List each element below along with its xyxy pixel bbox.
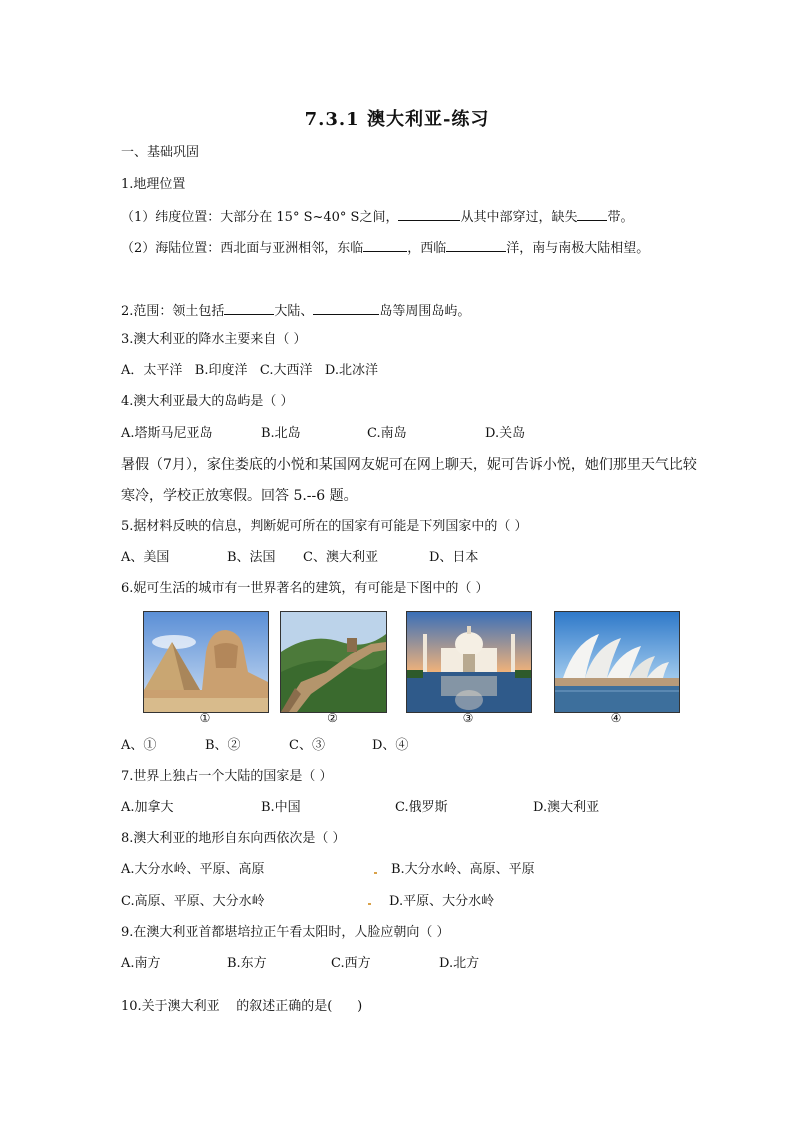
q3-stem: 3.澳大利亚的降水主要来自（ ） bbox=[121, 332, 307, 347]
q2-c: 岛等周围岛屿。 bbox=[379, 304, 471, 319]
image-label-1: ① bbox=[199, 711, 211, 725]
material-line-2: 寒冷，学校正放寒假。回答 5.--6 题。 bbox=[121, 488, 358, 504]
q4-option-a: A.塔斯马尼亚岛 bbox=[121, 426, 213, 441]
q6-stem: 6.妮可生活的城市有一世界著名的建筑，有可能是下图中的（ ） bbox=[121, 581, 489, 596]
q9-option-c: C.西方 bbox=[331, 956, 371, 971]
q4-option-b: B.北岛 bbox=[261, 426, 301, 441]
q1-part1-b: 从其中部穿过，缺失 bbox=[460, 210, 578, 225]
q8-stem: 8.澳大利亚的地形自东向西依次是（ ） bbox=[121, 831, 346, 846]
q5-option-c: C、澳大利亚 bbox=[303, 550, 378, 565]
page-title: 7.3.1 澳大利亚-练习 bbox=[304, 109, 490, 130]
q9-option-d: D.北方 bbox=[439, 956, 480, 971]
answer-blank[interactable] bbox=[398, 206, 460, 221]
answer-blank[interactable] bbox=[224, 300, 274, 315]
q1-part1-c: 带。 bbox=[607, 210, 634, 225]
q1-part1 bbox=[121, 206, 634, 227]
q5-stem: 5.据材料反映的信息，判断妮可所在的国家有可能是下列国家中的（ ） bbox=[121, 519, 528, 534]
answer-blank[interactable] bbox=[313, 300, 379, 315]
q7-option-a: A.加拿大 bbox=[121, 800, 174, 815]
q2 bbox=[121, 300, 470, 321]
q7-option-d: D.澳大利亚 bbox=[533, 800, 600, 815]
section-heading: 一、基础巩固 bbox=[121, 145, 200, 160]
q1-heading: 1.地理位置 bbox=[121, 177, 186, 192]
stray-mark bbox=[374, 872, 377, 874]
q10-stem: 10.关于澳大利亚 的叙述正确的是( ) bbox=[121, 999, 363, 1014]
q5-option-d: D、日本 bbox=[429, 550, 479, 565]
q1-part2-a: （2）海陆位置：西北面与亚洲相邻，东临 bbox=[121, 241, 364, 256]
q5-option-a: A、美国 bbox=[121, 550, 170, 565]
q1-part2 bbox=[121, 237, 649, 258]
q6-option-c: C、③ bbox=[289, 738, 325, 753]
stray-mark bbox=[368, 903, 371, 905]
q2-a: 2.范围：领土包括 bbox=[121, 304, 225, 319]
image-label-4: ④ bbox=[610, 711, 622, 725]
q7-option-c: C.俄罗斯 bbox=[395, 800, 448, 815]
material-line-1: 暑假（7月），家住娄底的小悦和某国网友妮可在网上聊天，妮可告诉小悦，她们那里天气比较 bbox=[121, 457, 697, 473]
q4-option-d: D.关岛 bbox=[485, 426, 526, 441]
q8-option-b: B.大分水岭、高原、平原 bbox=[391, 862, 535, 877]
q6-option-a: A、① bbox=[121, 738, 157, 753]
q4-option-c: C.南岛 bbox=[367, 426, 407, 441]
q8-option-d: D.平原、大分水岭 bbox=[389, 894, 495, 909]
q6-option-b: B、② bbox=[205, 738, 241, 753]
image-label-2: ② bbox=[327, 711, 338, 725]
q1-part1-a: （1）纬度位置：大部分在 15° S~40° S之间， bbox=[121, 210, 399, 225]
q9-stem: 9.在澳大利亚首都堪培拉正午看太阳时，人脸应朝向（ ） bbox=[121, 925, 450, 940]
q6-option-d: D、④ bbox=[372, 738, 409, 753]
sydney-opera-house-photo bbox=[554, 611, 680, 713]
q5-option-b: B、法国 bbox=[227, 550, 276, 565]
q1-part2-b: ，西临 bbox=[407, 241, 447, 256]
q9-option-a: A.南方 bbox=[121, 956, 161, 971]
answer-blank[interactable] bbox=[577, 206, 607, 221]
q1-part2-c: 洋，南与南极大陆相望。 bbox=[506, 241, 650, 256]
q2-b: 大陆、 bbox=[274, 304, 314, 319]
answer-blank[interactable] bbox=[363, 237, 407, 252]
image-label-3: ③ bbox=[462, 711, 474, 725]
q4-stem: 4.澳大利亚最大的岛屿是（ ） bbox=[121, 394, 294, 409]
q8-option-a: A.大分水岭、平原、高原 bbox=[121, 862, 265, 877]
q8-option-c: C.高原、平原、大分水岭 bbox=[121, 894, 265, 909]
answer-blank[interactable] bbox=[446, 237, 506, 252]
q7-option-b: B.中国 bbox=[261, 800, 301, 815]
great-wall-photo bbox=[280, 611, 387, 713]
q9-option-b: B.东方 bbox=[227, 956, 267, 971]
taj-mahal-photo bbox=[406, 611, 532, 713]
q3-options: A．太平洋 B.印度洋 C.大西洋 D.北冰洋 bbox=[121, 363, 378, 378]
sphinx-photo bbox=[143, 611, 269, 713]
q7-stem: 7.世界上独占一个大陆的国家是（ ） bbox=[121, 769, 333, 784]
